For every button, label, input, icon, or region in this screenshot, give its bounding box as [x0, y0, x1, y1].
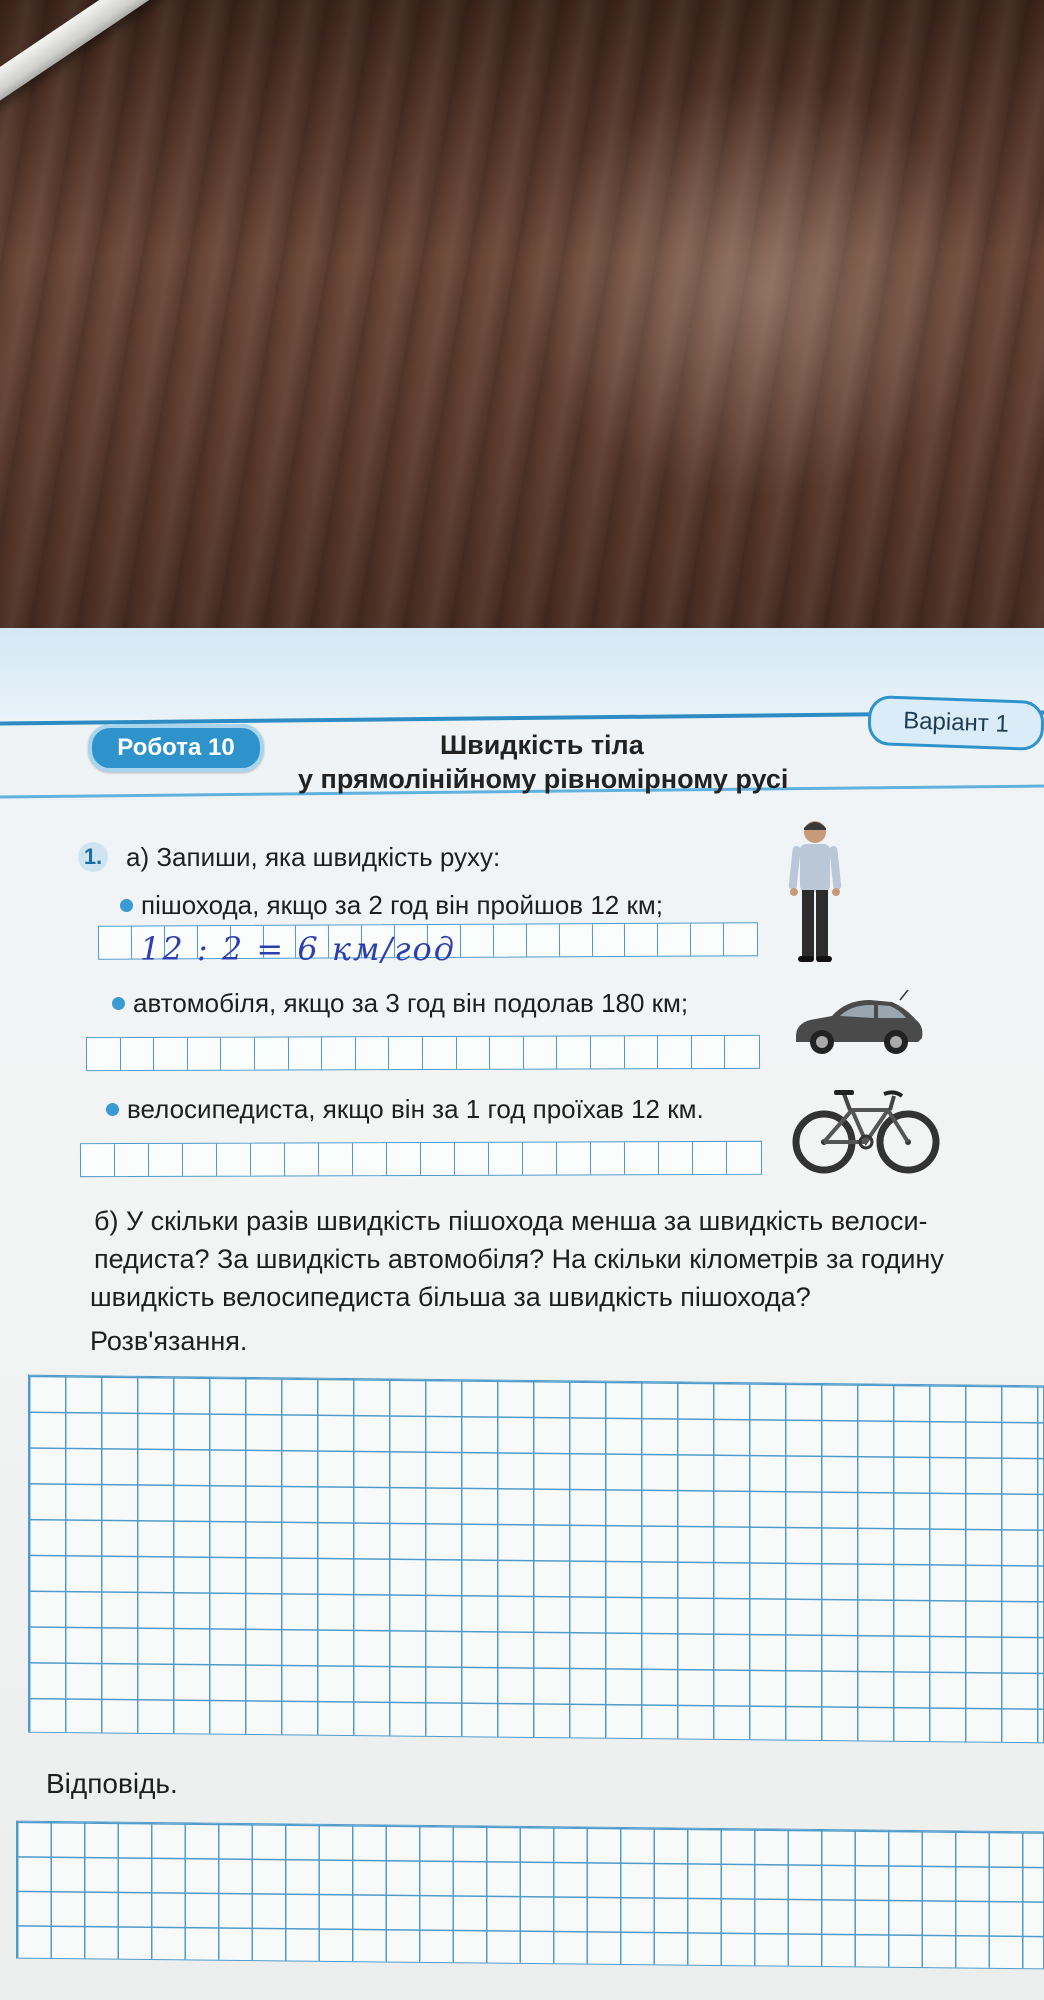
item-cyclist: [106, 1094, 704, 1125]
answer-strip-car[interactable]: [86, 1035, 760, 1071]
part-b-line2: педиста? За швидкість автомобіля? На скільки кілометрів за годину: [94, 1244, 944, 1274]
bullet-icon: [120, 899, 133, 912]
part-b-line3: швидкість велосипедиста більша за швидкість пішохода?: [90, 1282, 811, 1312]
item-pedestrian-text: пішохода, якщо за 2 год він пройшов 12 км;: [141, 890, 663, 920]
item-pedestrian: [120, 890, 663, 921]
item-cyclist-text: велосипедиста, якщо він за 1 год проїхав 12 км.: [127, 1094, 704, 1124]
car-illustration: [790, 990, 926, 1060]
item-car: [112, 988, 688, 1019]
answer-label: Відповідь.: [46, 1768, 178, 1799]
bullet-icon: [112, 997, 125, 1010]
item-car-text: автомобіля, якщо за 3 год він подолав 180 км;: [133, 988, 689, 1018]
answer-grid[interactable]: [16, 1821, 1044, 1970]
variant-badge: Варіант 1: [867, 695, 1044, 751]
solution-grid[interactable]: [28, 1375, 1044, 1744]
answer-strip-cyclist[interactable]: [80, 1141, 762, 1177]
table-glare: [520, 80, 1000, 500]
bicycle-illustration: [792, 1080, 940, 1174]
page-title-line2: у прямолінійному рівномірному русі: [298, 764, 789, 794]
page-title-line1: Швидкість тіла: [440, 730, 644, 760]
work-number-badge: Робота 10: [88, 724, 264, 772]
solution-label: Розв'язання.: [90, 1326, 248, 1356]
part-b-line1: б) У скільки разів швидкість пішохода менша за швидкість велоси-: [94, 1206, 928, 1236]
task-part-a: а) Запиши, яка швидкість руху:: [126, 842, 501, 872]
handwritten-answer: 12 : 2 = 6 км/год: [140, 930, 457, 968]
pedestrian-illustration: [780, 818, 850, 966]
bullet-icon: [106, 1103, 119, 1116]
task-number: 1.: [78, 842, 108, 872]
